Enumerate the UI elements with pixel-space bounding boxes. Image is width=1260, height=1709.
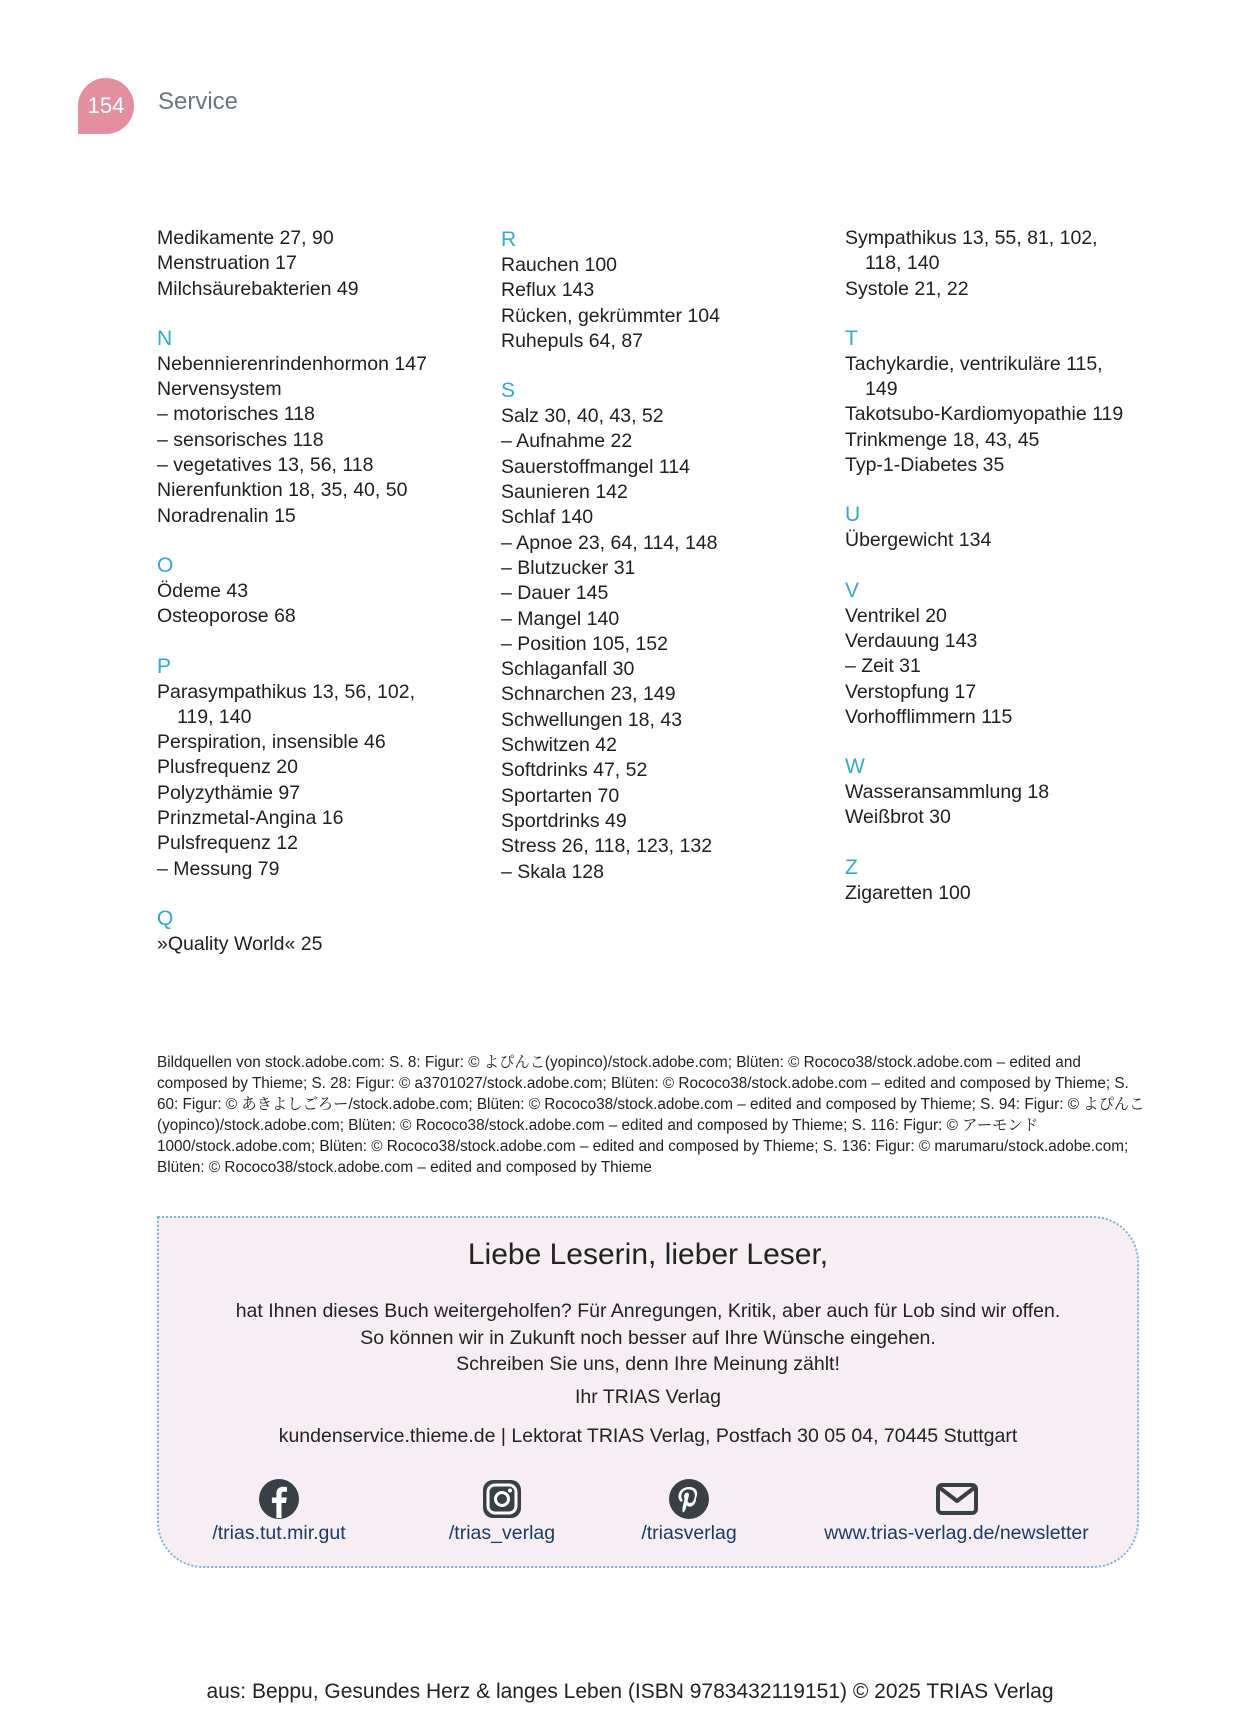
index-entry: Rauchen 100 xyxy=(501,254,618,276)
index-entry-continuation: 118, 140 xyxy=(865,252,940,275)
index-entry: Sportarten 70 xyxy=(501,784,620,807)
mail-icon xyxy=(935,1478,979,1520)
reader-box-heading: Liebe Leserin, lieber Leser, xyxy=(467,1238,829,1271)
index-entry: Weißbrot 30 xyxy=(845,806,951,829)
index-entry: Salz 30, 40, 43, 52 xyxy=(501,405,664,428)
index-entry: Reflux 143 xyxy=(501,279,595,302)
index-entry: Schwellungen 18, 43 xyxy=(501,708,683,731)
facebook-link[interactable] xyxy=(199,1478,359,1545)
index-entry: Typ-1-Diabetes 35 xyxy=(845,454,1005,477)
facebook-label[interactable]: /trias.tut.mir.gut xyxy=(212,1522,346,1544)
index-entry: Ödeme 43 xyxy=(157,579,249,602)
index-subentry: – Skala 128 xyxy=(501,860,604,883)
source-footer: aus: Beppu, Gesundes Herz & langes Leben (ISBN 9783432119151) © 2025 TRIAS Verlag xyxy=(206,1680,1054,1703)
index-entry: Takotsubo-Kardiomyopathie 119 xyxy=(845,403,1124,426)
index-subentry: – Dauer 145 xyxy=(501,582,609,605)
instagram-icon xyxy=(481,1478,523,1520)
pinterest-link[interactable] xyxy=(614,1478,764,1545)
index-entry: Verdauung 143 xyxy=(845,629,978,652)
index-subentry: – vegetatives 13, 56, 118 xyxy=(157,454,374,477)
pinterest-icon xyxy=(668,1478,710,1520)
index-column-3 xyxy=(845,226,1175,906)
instagram-label[interactable]: /trias_verlag xyxy=(448,1522,556,1544)
facebook-icon xyxy=(258,1478,300,1520)
index-entry: Schwitzen 42 xyxy=(501,734,617,757)
newsletter-link[interactable] xyxy=(809,1478,1104,1545)
index-entry: Prinzmetal-Angina 16 xyxy=(157,807,344,830)
index-entry: Nervensystem xyxy=(157,378,282,401)
index-entry: Medikamente 27, 90 xyxy=(157,227,334,249)
index-entry: Sauerstoffmangel 114 xyxy=(501,455,690,478)
index-entry: Osteoporose 68 xyxy=(157,605,296,628)
newsletter-label[interactable]: www.trias-verlag.de/newsletter xyxy=(824,1522,1089,1544)
index-entry: Plusfrequenz 20 xyxy=(157,756,298,779)
index-entry: Parasympathikus 13, 56, 102, xyxy=(157,680,415,703)
index-subentry: – motorisches 118 xyxy=(157,403,315,426)
instagram-link[interactable] xyxy=(427,1478,577,1545)
index-letter-heading: O xyxy=(157,553,174,577)
page-number-badge: 154 xyxy=(78,78,134,134)
index-entry: Nebennierenrindenhormon 147 xyxy=(157,352,427,375)
index-entry: Stress 26, 118, 123, 132 xyxy=(501,835,713,858)
index-letter-heading: N xyxy=(157,326,173,350)
index-entry: Sportdrinks 49 xyxy=(501,809,627,832)
index-entry: Perspiration, insensible 46 xyxy=(157,731,386,754)
reader-box-line: So können wir in Zukunft noch besser auf Ihre Wünsche eingehen. xyxy=(360,1326,936,1349)
section-title: Service xyxy=(158,88,239,115)
index-entry: Saunieren 142 xyxy=(501,481,628,504)
index-subentry: – Zeit 31 xyxy=(845,655,921,678)
index-subentry: – Blutzucker 31 xyxy=(501,556,636,579)
index-letter-heading: Z xyxy=(845,855,858,879)
index-letter-heading: Q xyxy=(157,906,174,930)
index-subentry: – Apnoe 23, 64, 114, 148 xyxy=(501,531,718,554)
index-entry: Schnarchen 23, 149 xyxy=(501,683,676,706)
pinterest-label[interactable]: /triasverlag xyxy=(641,1522,737,1544)
reader-feedback-box xyxy=(157,1216,1139,1568)
index-entry: Polyzythämie 97 xyxy=(157,781,301,804)
index-entry: Ventrikel 20 xyxy=(845,604,947,627)
index-subentry: – sensorisches 118 xyxy=(157,428,324,451)
index-subentry: – Mangel 140 xyxy=(501,607,620,630)
reader-box-line: Schreiben Sie uns, denn Ihre Meinung zählt! xyxy=(456,1353,840,1375)
index-entry: Wasseransammlung 18 xyxy=(845,781,1050,804)
index-entry: Rücken, gekrümmter 104 xyxy=(501,304,720,327)
index-entry: Schlaganfall 30 xyxy=(501,658,635,681)
index-subentry: – Messung 79 xyxy=(157,857,280,880)
index-entry: Pulsfrequenz 12 xyxy=(157,832,298,855)
index-column-2 xyxy=(501,226,821,885)
index-entry: Übergewicht 134 xyxy=(845,529,992,552)
reader-box-signature: Ihr TRIAS Verlag xyxy=(575,1386,721,1408)
index-entry: »Quality World« 25 xyxy=(157,932,323,955)
index-letter-heading: S xyxy=(501,379,516,403)
reader-box-line: hat Ihnen dieses Buch weitergeholfen? Für Anregungen, Kritik, aber auch für Lob sind wir offen. xyxy=(235,1300,1061,1322)
index-entry: Verstopfung 17 xyxy=(845,680,977,703)
index-entry: Softdrinks 47, 52 xyxy=(501,759,648,782)
index-entry: Vorhofflimmern 115 xyxy=(845,705,1013,728)
index-entry: Schlaf 140 xyxy=(501,506,594,529)
index-entry: Sympathikus 13, 55, 81, 102, xyxy=(845,227,1098,249)
index-column-1 xyxy=(157,226,477,957)
index-subentry: – Aufnahme 22 xyxy=(501,430,633,453)
index-entry: Nierenfunktion 18, 35, 40, 50 xyxy=(157,479,408,502)
index-letter-heading: W xyxy=(845,755,865,779)
index-entry: Tachykardie, ventrikuläre 115, xyxy=(845,352,1103,375)
index-letter-heading: P xyxy=(157,654,172,678)
image-credits: Bildquellen von stock.adobe.com: S. 8: Figur: © よぴんこ(yopinco)/stock.adobe.com; Blüten: © Rococo38/stock.adobe.com – edited and composed by Thieme; S. 28: Figur: © a3701027/stock.adobe.com; Blüten: © Rococo38/stock.adobe.com – edited and composed by Thieme; S. 60: Figur: © あきよしごろー/stock.adobe.com; Blüten: © Rococo38/stock.adobe.com – edited and composed by Thieme; S. 94: Figur: © よぴんこ(yopinco)/stock.adobe.com; Blüten: © Rococo38/stock.adobe.com – edited and composed by Thieme; S. 116: Figur: © アーモンド1000/stock.adobe.com; Blüten: © Rococo38/stock.adobe.com – edited and composed by Thieme; S. 136: Figur: © marumaru/stock.adobe.com; Blüten: © Rococo38/stock.adobe.com – edited and composed by Thieme xyxy=(157,1054,1145,1176)
reader-box-body xyxy=(159,1298,1137,1378)
index-letter-heading: V xyxy=(845,578,860,602)
index-entry: Noradrenalin 15 xyxy=(157,504,296,527)
index-entry: Menstruation 17 xyxy=(157,252,297,275)
index-entry: Zigaretten 100 xyxy=(845,881,971,904)
index-entry: Trinkmenge 18, 43, 45 xyxy=(845,428,1040,451)
index-entry-continuation: 119, 140 xyxy=(177,705,252,728)
index-letter-heading: T xyxy=(845,326,858,350)
index-entry: Milchsäurebakterien 49 xyxy=(157,277,359,300)
index-entry: Systole 21, 22 xyxy=(845,277,969,300)
index-letter-heading: R xyxy=(501,228,517,251)
index-entry: Ruhepuls 64, 87 xyxy=(501,329,644,352)
index-entry-continuation: 149 xyxy=(865,378,898,401)
index-subentry: – Position 105, 152 xyxy=(501,632,668,655)
index-letter-heading: U xyxy=(845,503,861,527)
reader-box-contact[interactable]: kundenservice.thieme.de | Lektorat TRIAS Verlag, Postfach 30 05 04, 70445 Stuttgart xyxy=(278,1425,1018,1447)
